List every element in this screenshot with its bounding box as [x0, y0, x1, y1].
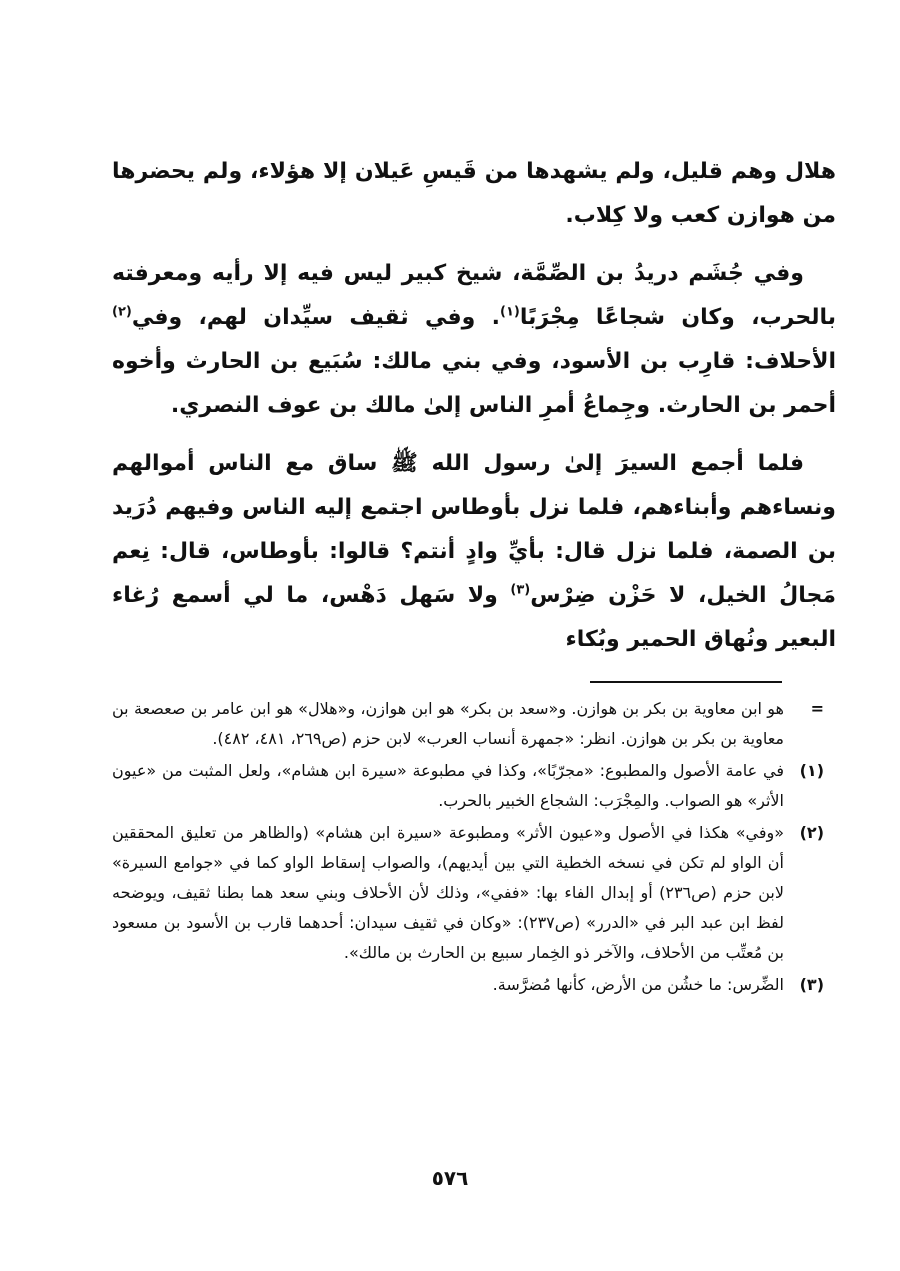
footnotes	[112, 694, 824, 1002]
footnote-text: الضِّرس: ما خشُن من الأرض، كأنها مُضرَّسة.	[492, 975, 784, 994]
footnote-label: (٢)	[799, 823, 824, 842]
footnote-2	[112, 818, 824, 968]
footnote-text: هو ابن معاوية بن بكر بن هوازن. و«سعد بن بكر» هو ابن هوازن، و«هلال» هو ابن عامر بن صعصعة بن معاوية بن بكر بن هوازن. انظر: «جمهرة أنساب العرب» لابن حزم (ص٢٦٩، ٤٨١، ٤٨٢).	[112, 699, 784, 748]
footnote-3	[112, 970, 824, 1000]
footnote-text: «وفي» هكذا في الأصول و«عيون الأثر» ومطبوعة «سيرة ابن هشام» (والظاهر من تعليق المحققين أن الواو لم تكن في نسخه الخطية التي بين أيديهم)، والصواب إسقاط الواو كما في «جوامع السيرة» لابن حزم (ص٢٣٦) أو إبدال الفاء بها: «ففي»، وذلك لأن الأحلاف وبني سعد هما بطنا ثقيف، ويوضحه لفظ ابن عبد البر في «الدرر» (ص٢٣٧): «وكان في ثقيف سيدان: أحدهما قارب بن الأسود بن مسعود بن مُعتِّب من الأحلاف، والآخر ذو الخِمار سبيع بن الحارث بن مالك».	[112, 823, 785, 962]
footnote-continuation	[112, 694, 824, 754]
footnote-1	[112, 756, 824, 816]
paragraph-2-part-3: الأحلاف: قارِب بن الأسود، وفي بني مالك: سُبَيع بن الحارث وأخوه أحمر بن الحارث. وجِماعُ أمرِ الناس إلىٰ مالك بن عوف النصري.	[112, 349, 836, 418]
footnote-ref-1[interactable]: (١)	[500, 304, 520, 320]
paragraph-2-part-1: وفي جُشَم دريدُ بن الصِّمَّة، شيخ كبير ليس فيه إلا رأيه ومعرفته بالحرب، وكان شجاعًا مِجْرَبًا	[112, 261, 836, 330]
paragraph-3	[112, 442, 836, 662]
main-text	[112, 150, 836, 676]
footnote-text: في عامة الأصول والمطبوع: «مجرّبًا»، وكذا في مطبوعة «سيرة ابن هشام»، ولعل المثبت من «عيون الأثر» هو الصواب. والمِجْرَب: الشجاع الخبير بالحرب.	[112, 761, 784, 810]
footnote-label: (١)	[799, 761, 824, 780]
paragraph-3-part-1: فلما أجمع السيرَ إلىٰ رسول الله ﷺ ساق مع الناس أموالهم ونساءهم وأبناءهم، فلما نزل بأوطاس اجتمع إليه الناس وفيهم دُرَيد بن الصمة، فلما نزل قال: بأيِّ وادٍ أنتم؟ قالوا: بأوطاس، قال: نِعم مَجالُ الخيل، لا حَزْن ضِرْس	[112, 451, 836, 608]
paragraph-1	[112, 150, 836, 238]
footnote-label: =	[810, 699, 824, 718]
paragraph-2-part-2: . وفي ثقيف سيِّدان لهم، وفي	[131, 305, 501, 330]
paragraph-3-part-2: ولا سَهل دَهْس، ما لي أسمع رُغاء البعير ونُهاق الحمير وبُكاء	[112, 583, 836, 652]
footnote-label: (٣)	[799, 975, 824, 994]
page-number: ٥٧٦	[431, 1166, 469, 1190]
footnote-separator	[590, 681, 782, 683]
paragraph-1-text: هلال وهم قليل، ولم يشهدها من قَيسِ عَيلان إلا هؤلاء، ولم يحضرها من هوازن كعب ولا كِلاب.	[112, 159, 836, 228]
footnote-ref-2[interactable]: (٢)	[112, 304, 132, 320]
footnote-ref-3[interactable]: (٣)	[510, 582, 531, 598]
paragraph-2	[112, 252, 836, 428]
